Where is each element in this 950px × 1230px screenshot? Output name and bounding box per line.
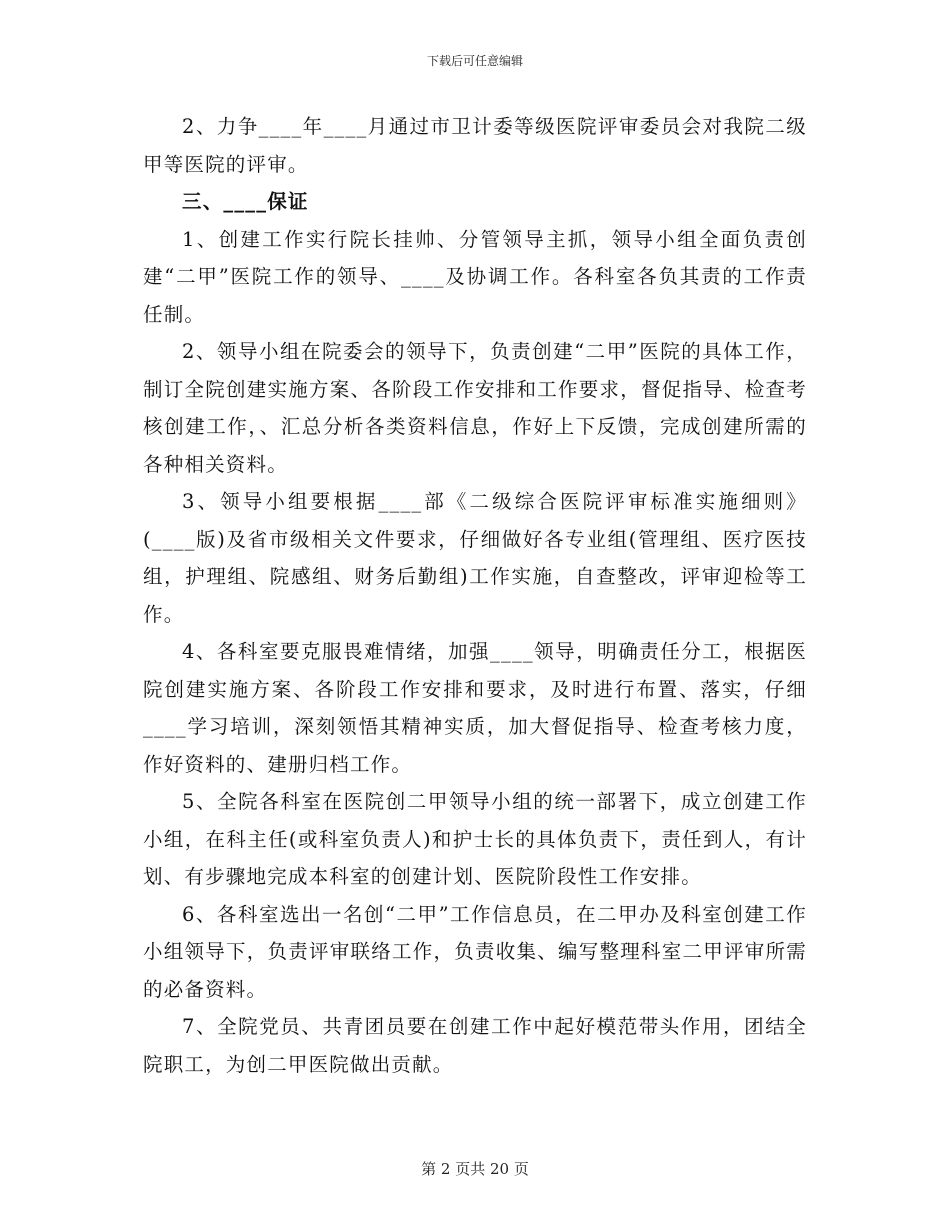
section-heading-guarantee: 三、____保证 xyxy=(182,190,309,213)
page-footer: 第 2 页共 20 页 xyxy=(421,1160,529,1178)
paragraph-item-2: 2、领导小组在院委会的领导下，负责创建“二甲”医院的具体工作，制订全院创建实施方案、各阶段工作安排和工作要求，督促指导、检查考核创建工作，、汇总分析各类资料信息，作好上下反馈，完成创建所需的各种相关资料。 xyxy=(143,340,807,476)
paragraph-item-4: 4、各科室要克服畏难情绪，加强____领导，明确责任分工，根据医院创建实施方案、各阶段工作安排和要求，及时进行布置、落实，仔细____学习培训，深刻领悟其精神实质，加大督促指导、检查考核力度，作好资料的、建册归档工作。 xyxy=(143,640,807,776)
paragraph-item-3: 3、领导小组要根据____部《二级综合医院评审标准实施细则》(____版)及省市级相关文件要求，仔细做好各专业组(管理组、医疗医技组，护理组、院感组、财务后勤组)工作实施，自查整改，评审迎检等工作。 xyxy=(143,490,807,626)
document-body xyxy=(143,108,807,1083)
paragraph-item-1: 1、创建工作实行院长挂帅、分管领导主抓，领导小组全面负责创建“二甲”医院工作的领导、____及协调工作。各科室各负其责的工作责任制。 xyxy=(143,227,807,326)
paragraph-item-7: 7、全院党员、共青团员要在创建工作中起好模范带头作用，团结全院职工，为创二甲医院做出贡献。 xyxy=(143,1015,807,1076)
paragraph-item-6: 6、各科室选出一名创“二甲”工作信息员，在二甲办及科室创建工作小组领导下，负责评审联络工作，负责收集、编写整理科室二甲评审所需的必备资料。 xyxy=(143,902,807,1001)
paragraph-item-5: 5、全院各科室在医院创二甲领导小组的统一部署下，成立创建工作小组，在科主任(或科室负责人)和护士长的具体负责下，责任到人，有计划、有步骤地完成本科室的创建计划、医院阶段性工作安排。 xyxy=(143,790,807,888)
page-header: 下载后可任意编辑 xyxy=(426,54,523,68)
paragraph-goal-2: 2、力争____年____月通过市卫计委等级医院评审委员会对我院二级甲等医院的评审。 xyxy=(143,115,807,176)
